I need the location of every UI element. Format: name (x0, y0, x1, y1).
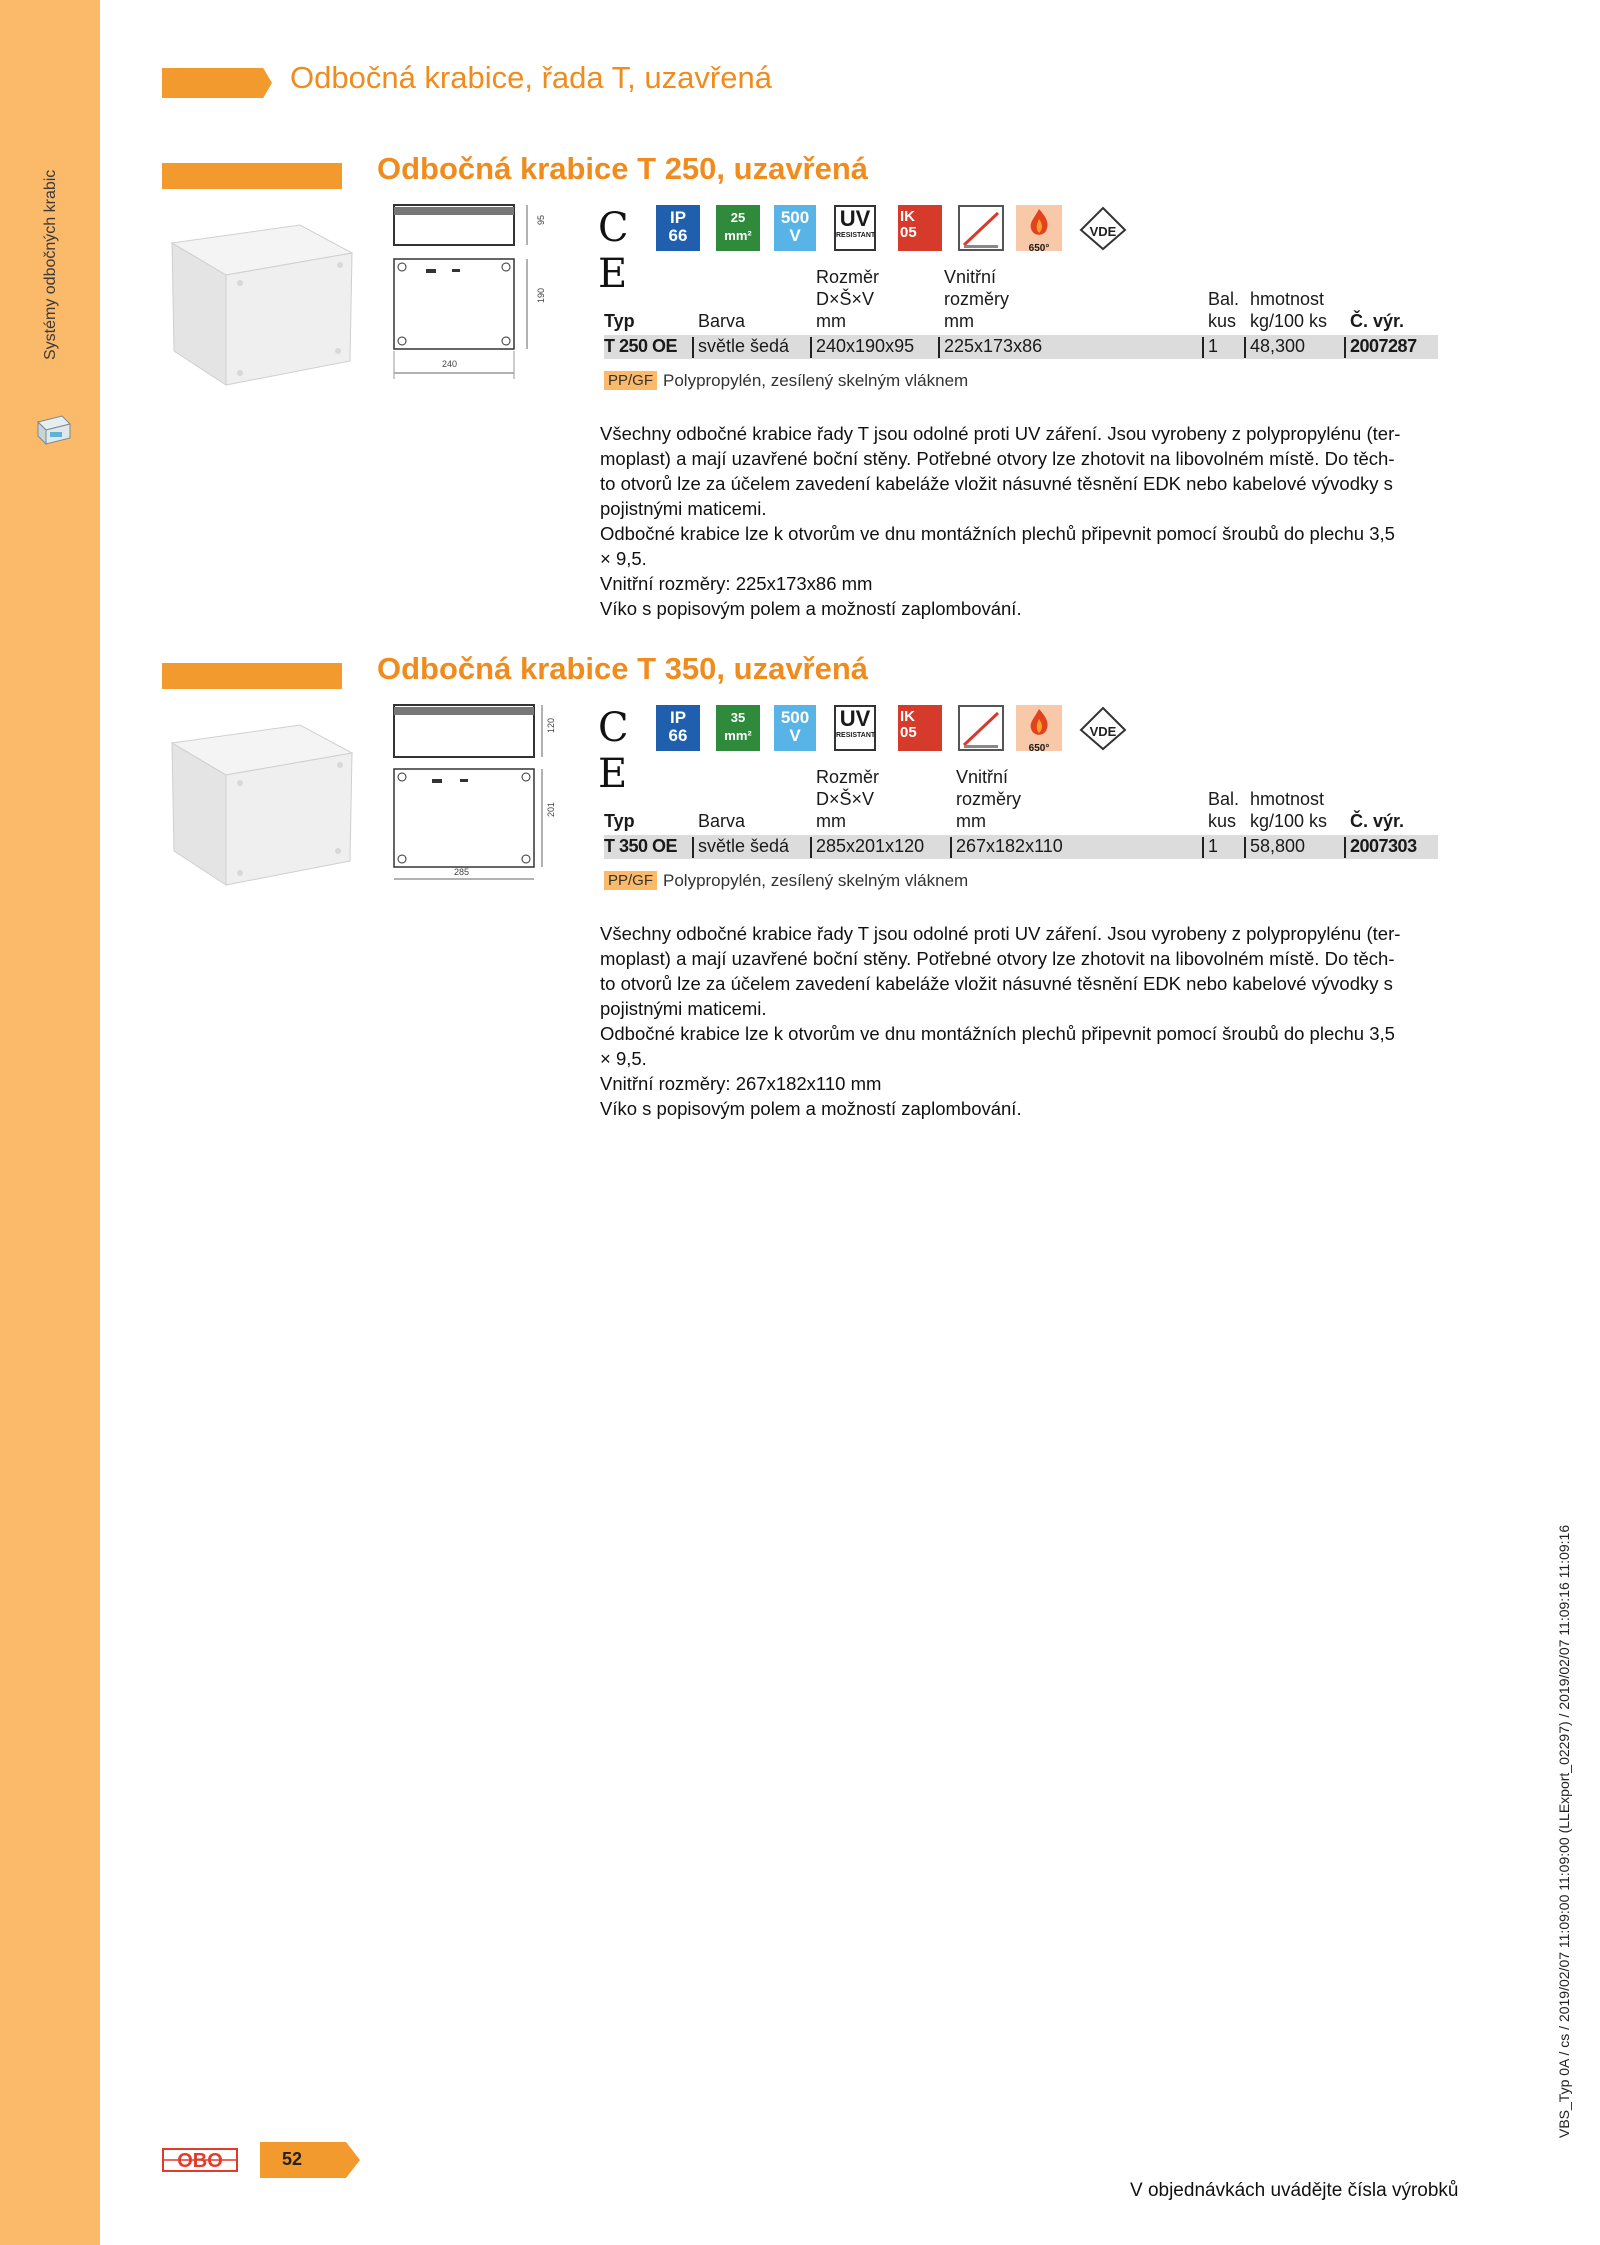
svg-text:OBO: OBO (177, 2150, 223, 2172)
table-row (604, 335, 1438, 359)
voltage-icon: 500 V (774, 705, 816, 751)
ip66-icon: IP 66 (656, 205, 700, 251)
section-title: Odbočná krabice T 250, uzavřená (377, 151, 869, 186)
header-accent-bar (162, 68, 272, 98)
cell-hmotnost: 58,800 (1250, 836, 1306, 856)
th-rozmery: rozměry (944, 289, 1010, 309)
cell-cislo: 2007287 (1350, 336, 1417, 356)
th-cislo: Č. výr. (1350, 311, 1405, 331)
dim-width: 240 (442, 359, 458, 369)
vde-mark-icon (1078, 205, 1128, 251)
th-bal: Bal. (1208, 789, 1240, 809)
th-mm: mm (816, 311, 846, 331)
glow-wire-650-icon: 650° (1016, 705, 1062, 751)
dim-height: 120 (546, 717, 556, 733)
th-mm: mm (816, 811, 846, 831)
footer-note: V objednávkách uvádějte čísla výrobků (1130, 2180, 1459, 2201)
th-kus: kus (1208, 311, 1237, 331)
th-mm-inner: mm (944, 311, 974, 331)
th-barva: Barva (698, 311, 746, 331)
dim-depth: 201 (546, 801, 556, 817)
ce-mark-icon: C E (598, 205, 633, 297)
th-cislo: Č. výr. (1350, 811, 1405, 831)
uv-resistant-icon: UV RESISTANT (834, 205, 876, 251)
cell-typ: T 250 OE (604, 336, 678, 356)
product-description: Všechny odbočné krabice řady T jsou odolné proti UV záření. Jsou vyrobeny z polypropylénu (ter- moplast) a mají uzavřené boční stěny. Potřebné otvory lze zhotovit na libovolném místě. Do těch- to otvorů lze za účelem zavedení kabeláže vložit násuvné těsnění EDK nebo kabelové vývodky s pojistnými maticemi. Odbočné krabice lze k otvorům ve dnu montážních plechů připevnit pomocí šroubů do plechu 3,5 × 9,5. Vnitřní rozměry: 225x173x86 mm Víko s popisovým polem a možností zaplombování. (600, 423, 1401, 619)
page-number-box (260, 2142, 360, 2178)
th-dims: D×Š×V (816, 789, 875, 809)
th-bal: Bal. (1208, 289, 1240, 309)
print-metadata: VBS_Typ 0A / cs / 2019/02/07 11:09:00 11:09:00 (LLExport_02297) / 2019/02/07 11:09:16 11:09:16 (1556, 1524, 1572, 2138)
material-tag: PP/GF (604, 871, 657, 890)
impact-ik05-icon: IK 05 (898, 705, 942, 751)
page-title: Odbočná krabice, řada T, uzavřená (290, 60, 772, 95)
product-description: Všechny odbočné krabice řady T jsou odolné proti UV záření. Jsou vyrobeny z polypropylénu (ter- moplast) a mají uzavřené boční stěny. Potřebné otvory lze zhotovit na libovolném místě. Do těch- to otvorů lze za účelem zavedení kabeláže vložit násuvné těsnění EDK nebo kabelové vývodky s pojistnými maticemi. Odbočné krabice lze k otvorům ve dnu montážních plechů připevnit pomocí šroubů do plechu 3,5 × 9,5. Vnitřní rozměry: 267x182x110 mm Víko s popisovým polem a možností zaplombování. (600, 923, 1401, 1119)
wire-cross-section-icon: 25 mm² (716, 205, 760, 251)
th-vnitrni: Vnitřní (956, 767, 1009, 787)
th-hmotnost: hmotnost (1250, 789, 1325, 809)
material-text: Polypropylén, zesílený skelným vláknem (663, 871, 969, 890)
fire-class-icon (958, 705, 1004, 751)
product-photo (170, 723, 355, 888)
th-kg: kg/100 ks (1250, 311, 1328, 331)
technical-drawing (392, 203, 552, 383)
product-section-t250 (0, 151, 1600, 663)
section-title: Odbočná krabice T 350, uzavřená (377, 651, 869, 686)
obo-logo (162, 2148, 238, 2172)
th-kus: kus (1208, 811, 1237, 831)
page-number: 52 (282, 2149, 303, 2169)
cell-rozmer: 285x201x120 (816, 836, 925, 856)
ce-mark-icon: C E (598, 705, 633, 797)
cell-vnitrni: 225x173x86 (944, 336, 1043, 356)
uv-resistant-icon: UV RESISTANT (834, 705, 876, 751)
th-rozmery: rozměry (956, 789, 1022, 809)
dim-depth: 190 (536, 287, 546, 303)
cell-hmotnost: 48,300 (1250, 336, 1306, 356)
svg-text:VDE: VDE (1089, 724, 1117, 739)
cell-vnitrni: 267x182x110 (956, 836, 1063, 856)
wire-cross-section-icon: 35 mm² (716, 705, 760, 751)
th-typ: Typ (604, 811, 635, 831)
product-photo (170, 223, 355, 388)
material-tag: PP/GF (604, 371, 657, 390)
th-rozmer: Rozměr (816, 267, 880, 287)
th-rozmer: Rozměr (816, 767, 880, 787)
technical-drawing (392, 703, 556, 883)
th-dims: D×Š×V (816, 289, 875, 309)
material-text: Polypropylén, zesílený skelným vláknem (663, 371, 969, 390)
table-row (604, 835, 1438, 859)
th-vnitrni: Vnitřní (944, 267, 997, 287)
cell-bal: 1 (1208, 336, 1219, 356)
sidebar-label: Systémy odbočných krabic (42, 169, 59, 360)
ip66-icon: IP 66 (656, 705, 700, 751)
cell-typ: T 350 OE (604, 836, 678, 856)
th-mm-inner: mm (956, 811, 986, 831)
cell-cislo: 2007303 (1350, 836, 1417, 856)
cell-bal: 1 (1208, 836, 1219, 856)
vde-mark-icon (1078, 705, 1128, 751)
svg-text:VDE: VDE (1089, 224, 1117, 239)
th-hmotnost: hmotnost (1250, 289, 1325, 309)
product-section-t350 (0, 651, 1600, 1163)
cell-barva: světle šedá (698, 336, 790, 356)
impact-ik05-icon: IK 05 (898, 205, 942, 251)
cell-rozmer: 240x190x95 (816, 336, 915, 356)
th-typ: Typ (604, 311, 635, 331)
th-barva: Barva (698, 811, 746, 831)
voltage-icon: 500 V (774, 205, 816, 251)
section-accent-bar (162, 163, 342, 189)
glow-wire-650-icon: 650° (1016, 205, 1062, 251)
th-kg: kg/100 ks (1250, 811, 1328, 831)
dim-height: 95 (536, 214, 546, 225)
dim-width: 285 (454, 867, 470, 877)
section-accent-bar (162, 663, 342, 689)
cell-barva: světle šedá (698, 836, 790, 856)
fire-class-icon (958, 205, 1004, 251)
